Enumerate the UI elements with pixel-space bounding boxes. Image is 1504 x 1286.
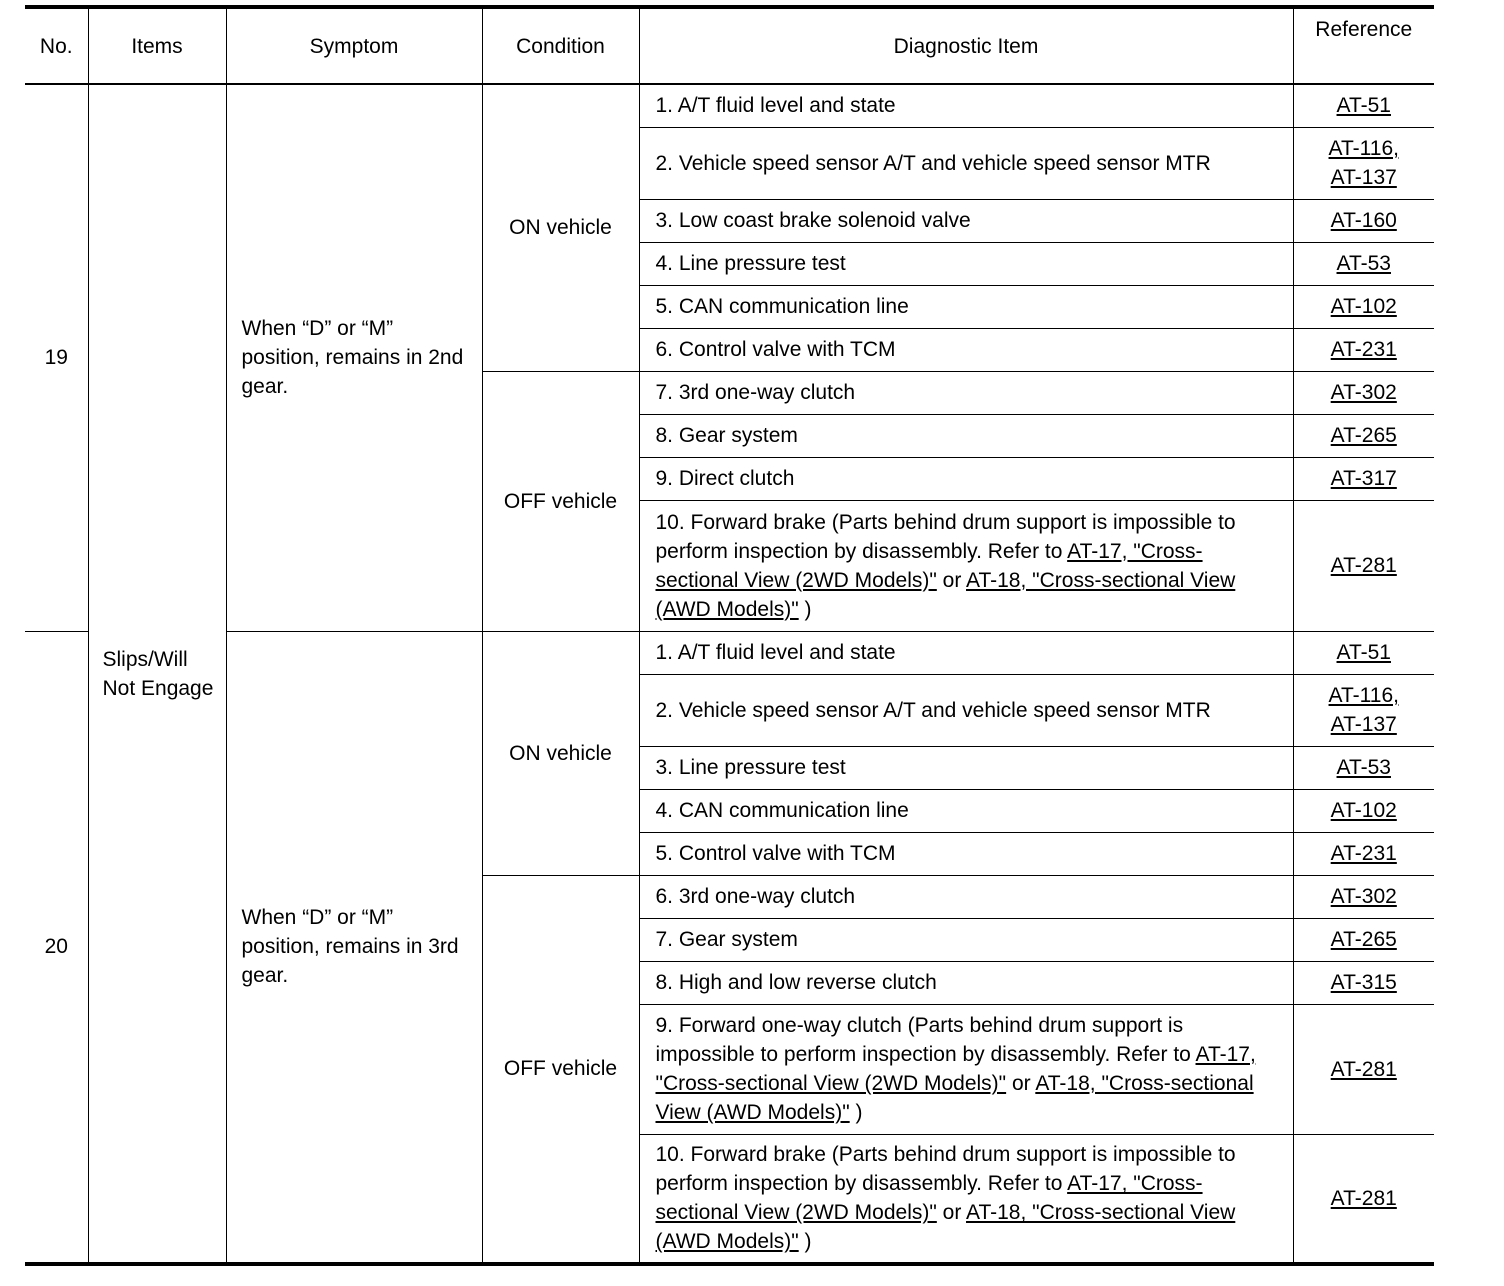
diagnostic-item: 4. Line pressure test xyxy=(639,242,1293,285)
diagnostic-item: 1. A/T fluid level and state xyxy=(639,84,1293,127)
header-reference: Reference xyxy=(1293,7,1434,84)
reference-link[interactable]: AT-102 xyxy=(1330,799,1397,822)
diagnostic-item xyxy=(639,500,1293,631)
items-cell: Slips/Will Not Engage xyxy=(88,84,226,1264)
reference-link[interactable]: AT-302 xyxy=(1330,885,1397,908)
diagnostic-item: 2. Vehicle speed sensor A/T and vehicle speed sensor MTR xyxy=(639,674,1293,746)
diagnostic-item: 6. Control valve with TCM xyxy=(639,328,1293,371)
diagnostic-item: 8. High and low reverse clutch xyxy=(639,961,1293,1004)
symptom-cell: When “D” or “M” position, remains in 2nd gear. xyxy=(226,84,482,631)
reference-link[interactable]: AT-51 xyxy=(1336,94,1391,118)
diagnostic-text: or xyxy=(1006,1072,1036,1095)
reference-cell xyxy=(1293,127,1434,199)
condition-on-vehicle: ON vehicle xyxy=(482,631,639,875)
header-diagnostic-item: Diagnostic Item xyxy=(639,7,1293,84)
reference-cell xyxy=(1293,918,1434,961)
reference-cell xyxy=(1293,674,1434,746)
cross-reference-link[interactable]: AT-18, "Cross-sectional View (AWD Models)" xyxy=(655,1201,1236,1254)
reference-link[interactable]: AT-265 xyxy=(1330,928,1397,951)
diagnostic-text: ) xyxy=(849,1101,863,1124)
reference-cell xyxy=(1293,631,1434,674)
reference-link[interactable]: AT-281 xyxy=(1330,1057,1397,1081)
reference-cell xyxy=(1293,457,1434,500)
diagnostic-item: 6. 3rd one-way clutch xyxy=(639,875,1293,918)
diagnostic-item: 2. Vehicle speed sensor A/T and vehicle speed sensor MTR xyxy=(639,127,1293,199)
cross-reference-link[interactable]: AT-17, "Cross-sectional View (2WD Models)" xyxy=(655,1043,1256,1095)
diagnostic-item: 7. Gear system xyxy=(639,918,1293,961)
reference-link[interactable]: AT-281 xyxy=(1330,1186,1397,1210)
reference-cell xyxy=(1293,242,1434,285)
diagnostic-item: 5. Control valve with TCM xyxy=(639,832,1293,875)
diagnostic-item: 5. CAN communication line xyxy=(639,285,1293,328)
diagnostic-table xyxy=(25,5,1434,1266)
reference-link[interactable]: AT-137 xyxy=(1330,713,1397,736)
reference-link[interactable]: AT-315 xyxy=(1330,971,1397,994)
diagnostic-text: 9. Forward one-way clutch (Parts behind drum support is impossible to perform inspection by disassembly. Refer to xyxy=(655,1014,1196,1066)
cross-reference-link[interactable]: AT-18, "Cross-sectional View (AWD Models)" xyxy=(655,568,1236,621)
reference-link[interactable]: AT-231 xyxy=(1330,338,1397,361)
header-row xyxy=(25,7,1434,84)
header-items: Items xyxy=(88,7,226,84)
cross-reference-link[interactable]: AT-17, "Cross-sectional View (2WD Models)" xyxy=(655,539,1203,592)
reference-cell xyxy=(1293,789,1434,832)
header-condition: Condition xyxy=(482,7,639,84)
diagnostic-text: ) xyxy=(798,1230,812,1254)
reference-link[interactable]: AT-317 xyxy=(1330,467,1397,490)
reference-link[interactable]: AT-231 xyxy=(1330,842,1397,865)
reference-link[interactable]: AT-281 xyxy=(1330,554,1397,577)
diagnostic-item: 1. A/T fluid level and state xyxy=(639,631,1293,674)
reference-cell xyxy=(1293,1134,1434,1264)
reference-cell xyxy=(1293,832,1434,875)
diagnostic-text: 10. Forward brake (Parts behind drum support is impossible to perform inspection by disassembly. Refer to xyxy=(655,1143,1236,1196)
diagnostic-item: 3. Line pressure test xyxy=(639,746,1293,789)
diagnostic-item xyxy=(639,1134,1293,1264)
reference-cell xyxy=(1293,875,1434,918)
reference-link[interactable]: AT-116, xyxy=(1328,137,1399,160)
table-row xyxy=(25,84,1434,127)
reference-cell xyxy=(1293,500,1434,631)
reference-cell xyxy=(1293,285,1434,328)
diagnostic-item: 7. 3rd one-way clutch xyxy=(639,371,1293,414)
reference-link[interactable]: AT-53 xyxy=(1336,252,1391,275)
reference-cell xyxy=(1293,371,1434,414)
diagnostic-item: 9. Direct clutch xyxy=(639,457,1293,500)
diagnostic-item: 4. CAN communication line xyxy=(639,789,1293,832)
diagnostic-text: or xyxy=(936,1201,967,1225)
symptom-cell: When “D” or “M” position, remains in 3rd gear. xyxy=(226,631,482,1264)
reference-link[interactable]: AT-51 xyxy=(1336,641,1391,664)
diagnostic-text: or xyxy=(936,568,967,592)
diagnostic-text: ) xyxy=(798,597,812,621)
diagnostic-item: 3. Low coast brake solenoid valve xyxy=(639,199,1293,242)
condition-on-vehicle: ON vehicle xyxy=(482,84,639,371)
row-number: 19 xyxy=(25,84,88,631)
reference-link[interactable]: AT-53 xyxy=(1336,756,1391,779)
reference-cell xyxy=(1293,746,1434,789)
reference-cell xyxy=(1293,199,1434,242)
reference-link[interactable]: AT-137 xyxy=(1330,166,1397,189)
row-number: 20 xyxy=(25,631,88,1264)
header-symptom: Symptom xyxy=(226,7,482,84)
reference-cell xyxy=(1293,414,1434,457)
diagnostic-item: 8. Gear system xyxy=(639,414,1293,457)
table-row xyxy=(25,631,1434,674)
reference-link[interactable]: AT-302 xyxy=(1330,381,1397,404)
condition-off-vehicle: OFF vehicle xyxy=(482,875,639,1264)
header-no: No. xyxy=(25,7,88,84)
reference-cell xyxy=(1293,328,1434,371)
reference-link[interactable]: AT-265 xyxy=(1330,424,1397,447)
cross-reference-link[interactable]: AT-17, "Cross-sectional View (2WD Models)" xyxy=(655,1172,1203,1225)
diagnostic-item xyxy=(639,1004,1293,1134)
reference-cell xyxy=(1293,1004,1434,1134)
reference-cell xyxy=(1293,84,1434,127)
reference-link[interactable]: AT-102 xyxy=(1330,295,1397,318)
cross-reference-link[interactable]: AT-18, "Cross-sectional View (AWD Models)" xyxy=(655,1072,1254,1124)
reference-link[interactable]: AT-160 xyxy=(1330,209,1397,232)
reference-cell xyxy=(1293,961,1434,1004)
diagnostic-text: 10. Forward brake (Parts behind drum support is impossible to perform inspection by disassembly. Refer to xyxy=(655,510,1236,563)
condition-off-vehicle: OFF vehicle xyxy=(482,371,639,631)
reference-link[interactable]: AT-116, xyxy=(1328,684,1399,707)
